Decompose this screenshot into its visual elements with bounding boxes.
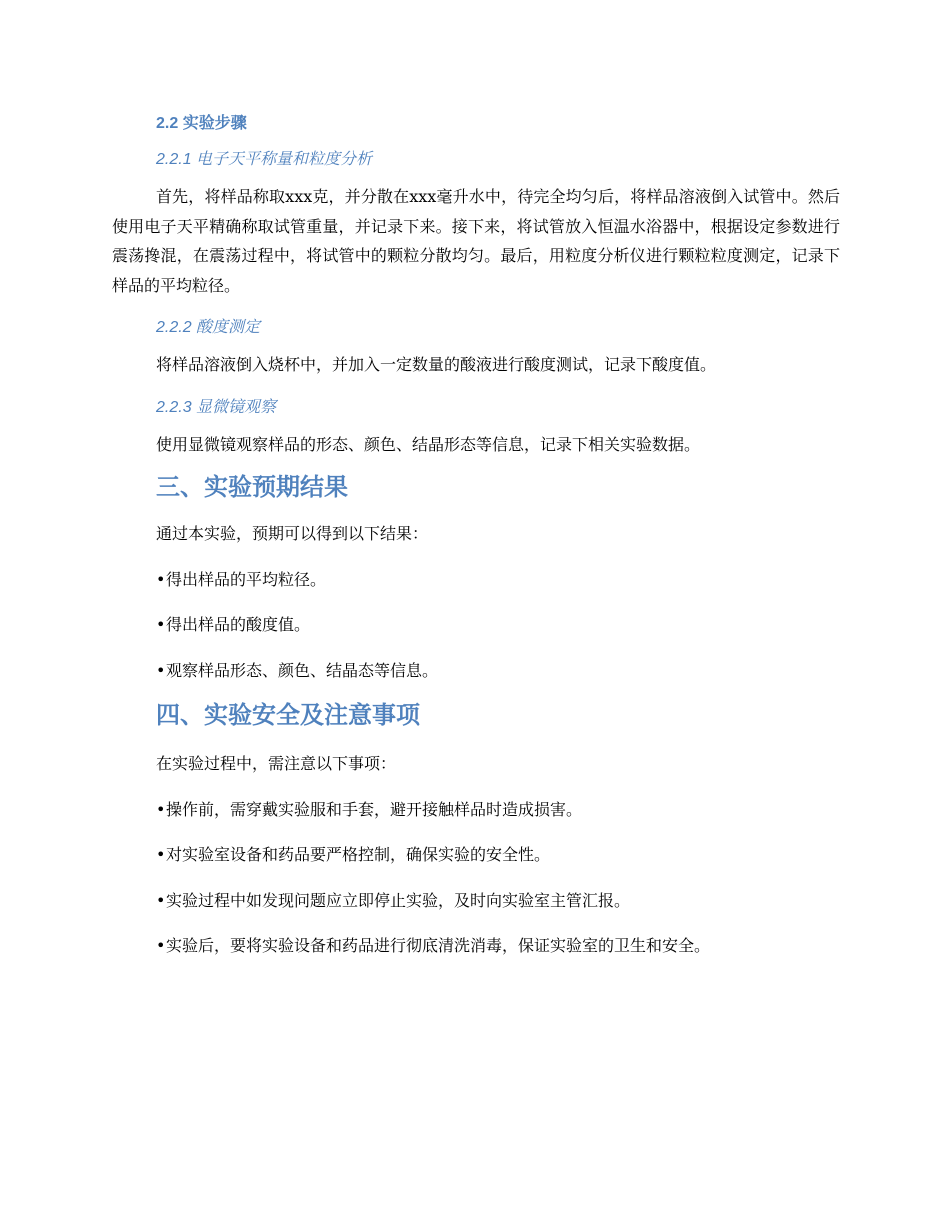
bullet-marker: • (156, 845, 166, 864)
list-item-text: 得出样品的酸度值。 (166, 615, 311, 634)
paragraph-2-2-3: 使用显微镜观察样品的形态、颜色、结晶形态等信息，记录下相关实验数据。 (156, 434, 701, 454)
bullet-marker: • (156, 799, 166, 819)
list-item-text: 操作前，需穿戴实验服和手套，避开接触样品时造成损害。 (166, 799, 583, 819)
paragraph-2-2-1: 首先，将样品称取xxx克，并分散在xxx毫升水中，待完全均匀后，将样品溶液倒入试管中。然后使用电子天平精确称取试管重量，并记录下来。接下来，将试管放入恒温水浴器中，根据设定参数进行震荡搀混，在震荡过程中，将试管中的颗粒分散均匀。最后，用粒度分析仪进行颗粒粒度测定，记录下样品的平均粒径。 (112, 187, 840, 295)
heading-2-2-2: 2.2.2 酸度测定 (156, 319, 261, 336)
document-content (112, 108, 840, 961)
list-item (156, 931, 840, 961)
bullet-marker: • (156, 615, 166, 634)
list-item (156, 565, 840, 595)
list-item (156, 656, 840, 686)
heading-2-2: 2.2 实验步骤 (156, 115, 247, 132)
bullet-marker: • (156, 936, 166, 955)
section-4-intro: 在实验过程中，需注意以下事项： (156, 754, 397, 773)
list-item-text: 对实验室设备和药品要严格控制，确保实验的安全性。 (166, 845, 551, 864)
heading-section-3: 三、实验预期结果 (156, 474, 348, 501)
paragraph-2-2-2: 将样品溶液倒入烧杯中，并加入一定数量的酸液进行酸度测试，记录下酸度值。 (156, 355, 717, 374)
list-item (156, 840, 840, 870)
section-3-intro: 通过本实验，预期可以得到以下结果： (156, 524, 429, 543)
list-item-text: 实验后，要将实验设备和药品进行彻底清洗消毒，保证实验室的卫生和安全。 (166, 936, 711, 955)
heading-section-4: 四、实验安全及注意事项 (156, 702, 420, 729)
bullet-marker: • (156, 569, 166, 589)
bullet-marker: • (156, 890, 166, 910)
list-item-text: 实验过程中如发现问题应立即停止实验，及时向实验室主管汇报。 (166, 890, 631, 910)
list-item (156, 610, 840, 640)
list-item-text: 观察样品形态、颜色、结晶态等信息。 (166, 660, 439, 680)
heading-2-2-3: 2.2.3 显微镜观察 (156, 398, 277, 416)
bullet-marker: • (156, 660, 166, 680)
list-item (156, 795, 840, 825)
heading-2-2-1: 2.2.1 电子天平称量和粒度分析 (156, 151, 373, 168)
list-item-text: 得出样品的平均粒径。 (166, 569, 327, 589)
list-item (156, 886, 840, 916)
